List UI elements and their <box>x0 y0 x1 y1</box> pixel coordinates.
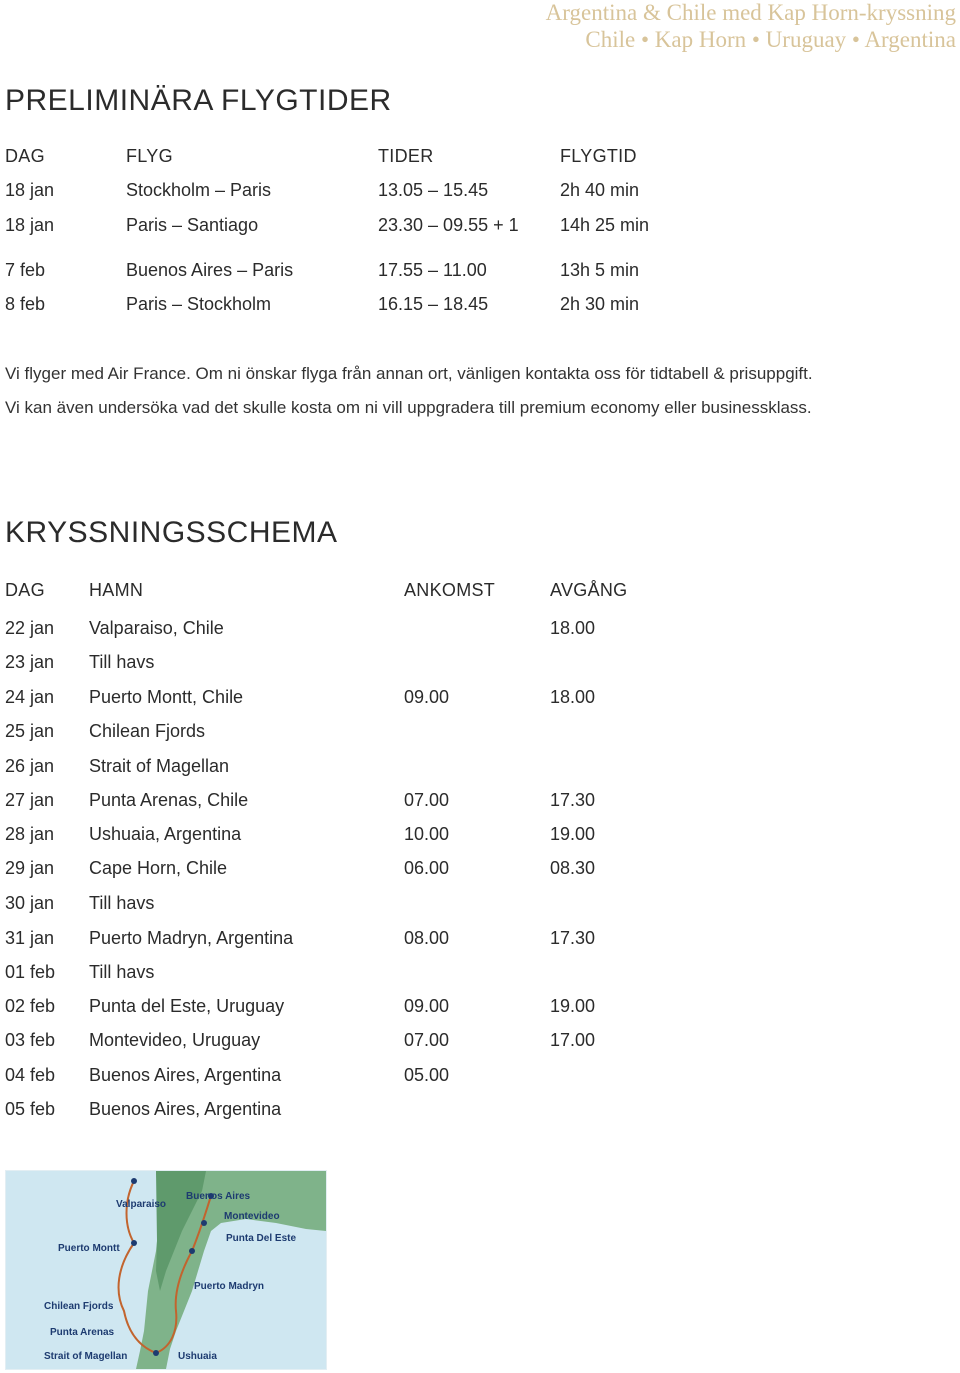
flight-route: Paris – Stockholm <box>126 294 272 314</box>
cruise-port: Till havs <box>89 962 155 982</box>
cruise-departure: 18.00 <box>550 687 596 707</box>
cruise-day: 24 jan <box>5 687 55 707</box>
cruise-departure: 17.00 <box>550 1030 596 1050</box>
cruise-day: 22 jan <box>5 618 55 638</box>
flight-duration: 13h 5 min <box>560 260 640 280</box>
flight-duration: 2h 40 min <box>560 180 640 200</box>
flight-day: 18 jan <box>5 215 55 235</box>
cruise-arrival: 09.00 <box>404 687 450 707</box>
map-label-puerto-montt: Puerto Montt <box>58 1243 120 1254</box>
cruise-arrival: 06.00 <box>404 858 450 878</box>
map-port-dot <box>153 1350 159 1356</box>
cruise-arrival: 10.00 <box>404 824 450 844</box>
map-port-dot <box>131 1178 137 1184</box>
route-map-graphic <box>6 1171 326 1369</box>
cruise-port: Till havs <box>89 652 155 672</box>
cruise-port: Montevideo, Uruguay <box>89 1030 261 1050</box>
cruise-day: 27 jan <box>5 790 55 810</box>
flights-note-airline: Vi flyger med Air France. Om ni önskar flyga från annan ort, vänligen kontakta oss för tidtabell & prisuppgift. <box>5 364 813 383</box>
cruise-day: 03 feb <box>5 1030 56 1050</box>
cruise-port: Chilean Fjords <box>89 721 206 741</box>
map-port-dot <box>189 1248 195 1254</box>
cruise-port: Cape Horn, Chile <box>89 858 228 878</box>
map-port-dot <box>201 1220 207 1226</box>
route-map <box>5 1170 327 1370</box>
flights-col-flygtid: FLYGTID <box>560 146 637 166</box>
flight-route: Paris – Santiago <box>126 215 259 235</box>
map-label-buenos-aires: Buenos Aires <box>186 1191 251 1202</box>
flights-col-tider: TIDER <box>378 146 434 166</box>
cruise-port: Puerto Madryn, Argentina <box>89 928 294 948</box>
map-label-punta-del-este: Punta Del Este <box>226 1233 297 1244</box>
cruise-departure: 17.30 <box>550 790 596 810</box>
flight-times: 13.05 – 15.45 <box>378 180 489 200</box>
cruise-arrival: 05.00 <box>404 1065 450 1085</box>
map-label-ushuaia: Ushuaia <box>178 1351 217 1362</box>
map-label-valparaiso: Valparaiso <box>116 1199 167 1210</box>
flights-note-upgrade: Vi kan även undersöka vad det skulle kosta om ni vill uppgradera till premium economy eller businessklass. <box>5 398 812 417</box>
cruise-port: Ushuaia, Argentina <box>89 824 242 844</box>
cruise-port: Buenos Aires, Argentina <box>89 1065 282 1085</box>
flight-day: 7 feb <box>5 260 46 280</box>
cruise-arrival: 07.00 <box>404 1030 450 1050</box>
flight-route: Buenos Aires – Paris <box>126 260 294 280</box>
document-header <box>546 0 956 54</box>
cruise-port: Valparaiso, Chile <box>89 618 224 638</box>
flight-times: 17.55 – 11.00 <box>378 260 487 280</box>
flights-title: PRELIMINÄRA FLYGTIDER <box>5 84 392 117</box>
cruise-day: 31 jan <box>5 928 55 948</box>
flights-col-flyg: FLYG <box>126 146 173 166</box>
cruise-departure: 17.30 <box>550 928 596 948</box>
cruise-departure: 19.00 <box>550 996 596 1016</box>
trip-subtitle: Chile • Kap Horn • Uruguay • Argentina <box>585 27 956 52</box>
cruise-day: 26 jan <box>5 756 55 776</box>
cruise-arrival: 07.00 <box>404 790 450 810</box>
cruise-col-hamn: HAMN <box>89 580 144 600</box>
cruise-title: KRYSSNINGSSCHEMA <box>5 516 338 549</box>
flight-times: 23.30 – 09.55 + 1 <box>378 215 519 235</box>
flight-times: 16.15 – 18.45 <box>378 294 489 314</box>
cruise-port: Puerto Montt, Chile <box>89 687 244 707</box>
cruise-departure: 18.00 <box>550 618 596 638</box>
map-label-puerto-madryn: Puerto Madryn <box>194 1281 265 1292</box>
flight-day: 8 feb <box>5 294 46 314</box>
flight-duration: 14h 25 min <box>560 215 650 235</box>
cruise-day: 25 jan <box>5 721 55 741</box>
cruise-port: Till havs <box>89 893 155 913</box>
flight-duration: 2h 30 min <box>560 294 640 314</box>
cruise-day: 23 jan <box>5 652 55 672</box>
cruise-port: Strait of Magellan <box>89 756 230 776</box>
map-label-chilean-fjords: Chilean Fjords <box>44 1301 114 1312</box>
map-port-dot <box>131 1240 137 1246</box>
cruise-day: 05 feb <box>5 1099 56 1119</box>
cruise-port: Punta Arenas, Chile <box>89 790 249 810</box>
cruise-day: 01 feb <box>5 962 56 982</box>
cruise-day: 02 feb <box>5 996 56 1016</box>
cruise-port: Punta del Este, Uruguay <box>89 996 285 1016</box>
cruise-departure: 08.30 <box>550 858 596 878</box>
cruise-port: Buenos Aires, Argentina <box>89 1099 282 1119</box>
flight-route: Stockholm – Paris <box>126 180 272 200</box>
cruise-departure: 19.00 <box>550 824 596 844</box>
cruise-day: 29 jan <box>5 858 55 878</box>
cruise-day: 28 jan <box>5 824 55 844</box>
cruise-arrival: 09.00 <box>404 996 450 1016</box>
cruise-day: 04 feb <box>5 1065 56 1085</box>
map-label-montevideo: Montevideo <box>224 1211 280 1222</box>
flights-col-dag: DAG <box>5 146 45 166</box>
cruise-arrival: 08.00 <box>404 928 450 948</box>
flight-day: 18 jan <box>5 180 55 200</box>
cruise-col-dag: DAG <box>5 580 45 600</box>
map-label-punta-arenas: Punta Arenas <box>50 1327 115 1338</box>
cruise-day: 30 jan <box>5 893 55 913</box>
cruise-col-avgang: AVGÅNG <box>550 580 628 600</box>
trip-title: Argentina & Chile med Kap Horn-kryssning <box>545 0 956 25</box>
map-label-strait-of-magellan: Strait of Magellan <box>44 1351 128 1362</box>
cruise-col-ankomst: ANKOMST <box>404 580 496 600</box>
